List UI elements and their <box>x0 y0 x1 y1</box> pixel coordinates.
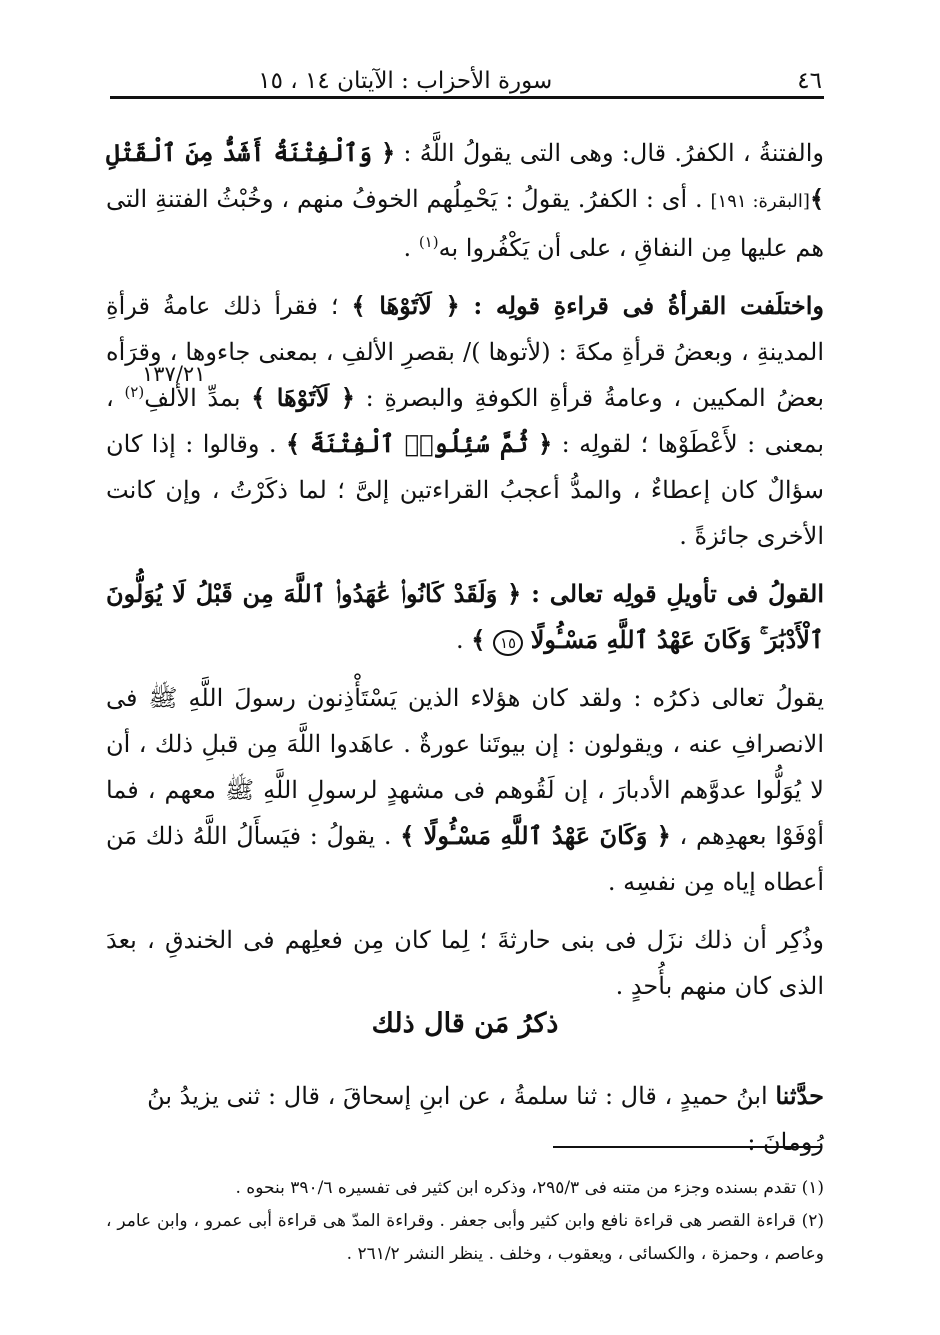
paragraph-4 <box>106 675 824 905</box>
header-rule <box>110 96 824 99</box>
p2-quote-3: ﴿ ثُمَّ سُئِلُوا۟ ٱلْفِتْنَةَ ﴾ <box>285 429 553 458</box>
p1-end: . <box>403 234 419 262</box>
p1-tail: . أى : الكفرُ. يقولُ : يَحْمِلُهم الخوفُ منهم ، وخُبْثُ الفتنةِ التى هم عليها مِن النفاقِ ، على أن يَكْفُروا به <box>106 185 824 262</box>
section-heading: ذكرُ مَن قال ذلك <box>371 1008 559 1039</box>
p4-quote: ﴿ وَكَانَ عَهْدُ ٱللَّهِ مَسْـُٔولًا ﴾ <box>400 821 671 850</box>
p2-lead: واختلَفت القرأةُ فى قراءةِ قولِه : <box>459 291 825 320</box>
p5-text: وذُكِر أن ذلك نزَل فى بنى حارثةَ ؛ لِما كان مِن فعلِهم فى الخندقِ ، بعدَ الذى كان منهم بأُحدٍ . <box>106 926 824 1000</box>
footnote-rule <box>553 1146 821 1148</box>
p3-quote: ﴿ وَلَقَدْ كَانُوا۟ عَٰهَدُوا۟ ٱللَّهَ مِن قَبْلُ لَا يُوَلُّونَ ٱلْأَدْبَٰرَ ۚ وَكَانَ عَهْدُ ٱللَّهِ مَسْـُٔولًا <box>106 579 824 654</box>
footnote-mark-1: (١) <box>418 233 439 251</box>
p3-lead: القولُ فى تأويلِ قولِه تعالى : <box>521 579 824 608</box>
margin-marker: ١٣٧/٢١ <box>142 362 206 386</box>
hadith-text: ابنُ حميدٍ ، قال : ثنا سلمةُ ، عن ابنِ إسحاقَ ، قال : ثنى يزيدُ بنُ رُومانَ : <box>147 1082 824 1156</box>
footnote-1: (١) تقدم بسنده وجزء من متنه فى ٢٩٥/٣، وذكره ابن كثير فى تفسيره ٣٩٠/٦ بنحوه . <box>235 1178 824 1198</box>
running-title: سورة الأحزاب : الآيتان ١٤ ، ١٥ <box>258 68 553 94</box>
p2-quote-1: ﴿ لَآتَوْهَا ﴾ <box>351 291 460 320</box>
footnotes <box>106 1172 824 1271</box>
footnote-mark-2: (٢) <box>124 383 145 401</box>
footnote-2: (٢) قراءة القصر هى قراءة نافع وابن كثير وأبى جعفر . وقراءة المدّ هى قراءة أبى عمرو ، وابن عامر ، وعاصم ، وحمزة ، والكسائى ، ويعقوب ، وخلف . ينظر النشر ٢٦١/٢ . <box>106 1211 824 1264</box>
p1-lead: والفتنةُ ، الكفرُ. قال: وهى التى يقولُ اللَّهُ : <box>395 139 824 167</box>
hadith-lead: حدَّثنا <box>775 1081 824 1110</box>
p2-text-3: ، بمعنى : لأَعْطَوْها ؛ لقولِه : <box>106 384 825 458</box>
p1-ref: [البقرة: ١٩١] <box>710 191 810 212</box>
p2-text-4: . وقالوا : إذا كان سؤالٌ كان إعطاءٌ ، والمدُّ أعجبُ القراءتين إلىَّ ؛ لما ذكَرْتُ ، وإن كانت الأخرى جائزةً . <box>106 430 824 550</box>
p4-text-1: يقولُ تعالى ذكرُه : ولقد كان هؤلاء الذين يَسْتَأْذِنون رسولَ اللَّهِ ﷺ فى الانصرافِ عنه ، ويقولون : إن بيوتَنا عورةٌ . عاهَدوا اللَّهَ مِن قبلِ ذلك ، أن لا يُوَلُّوا عدوَّهم الأدبارَ ، إن لَقُوهم فى مشهدٍ لرسولِ اللَّهِ ﷺ معهم ، فما أوْفَوْا بعهدِهم ، <box>106 684 825 850</box>
paragraph-2 <box>106 283 824 559</box>
hadith-line <box>106 1073 824 1165</box>
p2-text-1: ؛ فقرأ ذلك عامةُ قرأةِ المدينةِ ، وبعضُ قرأةِ مكةَ : (لأتوها )/ بقصرِ الألفِ ، بمعنى جاءوها ، وقرَأه بعضُ المكيين ، وعامةُ قرأةِ الكوفةِ والبصرةِ : <box>106 292 825 412</box>
p2-quote-2: ﴿ لَآتَوْهَا ﴾ <box>251 383 355 412</box>
ayah-number-badge: ١٥ <box>493 630 523 656</box>
page-number: ٤٦ <box>797 68 822 94</box>
paragraph-1 <box>106 130 824 271</box>
p3-quote-close: ﴾ <box>471 625 486 654</box>
paragraph-5 <box>106 917 824 1009</box>
main-text <box>106 130 824 1021</box>
p2-text-2: بمدِّ الألفِ <box>144 384 252 412</box>
paragraph-3 <box>106 571 824 663</box>
p3-end: . <box>455 626 472 654</box>
page-header <box>110 52 822 94</box>
p4-text-2: . يقولُ : فيَسأَلُ اللَّهُ ذلك مَن أعطاه إياه مِن نفسِه . <box>106 822 824 896</box>
p1-quote: ﴿ وَٱلْفِتْنَةُ أَشَدُّ مِنَ ٱلْقَتْلِ ﴾ <box>106 138 825 213</box>
